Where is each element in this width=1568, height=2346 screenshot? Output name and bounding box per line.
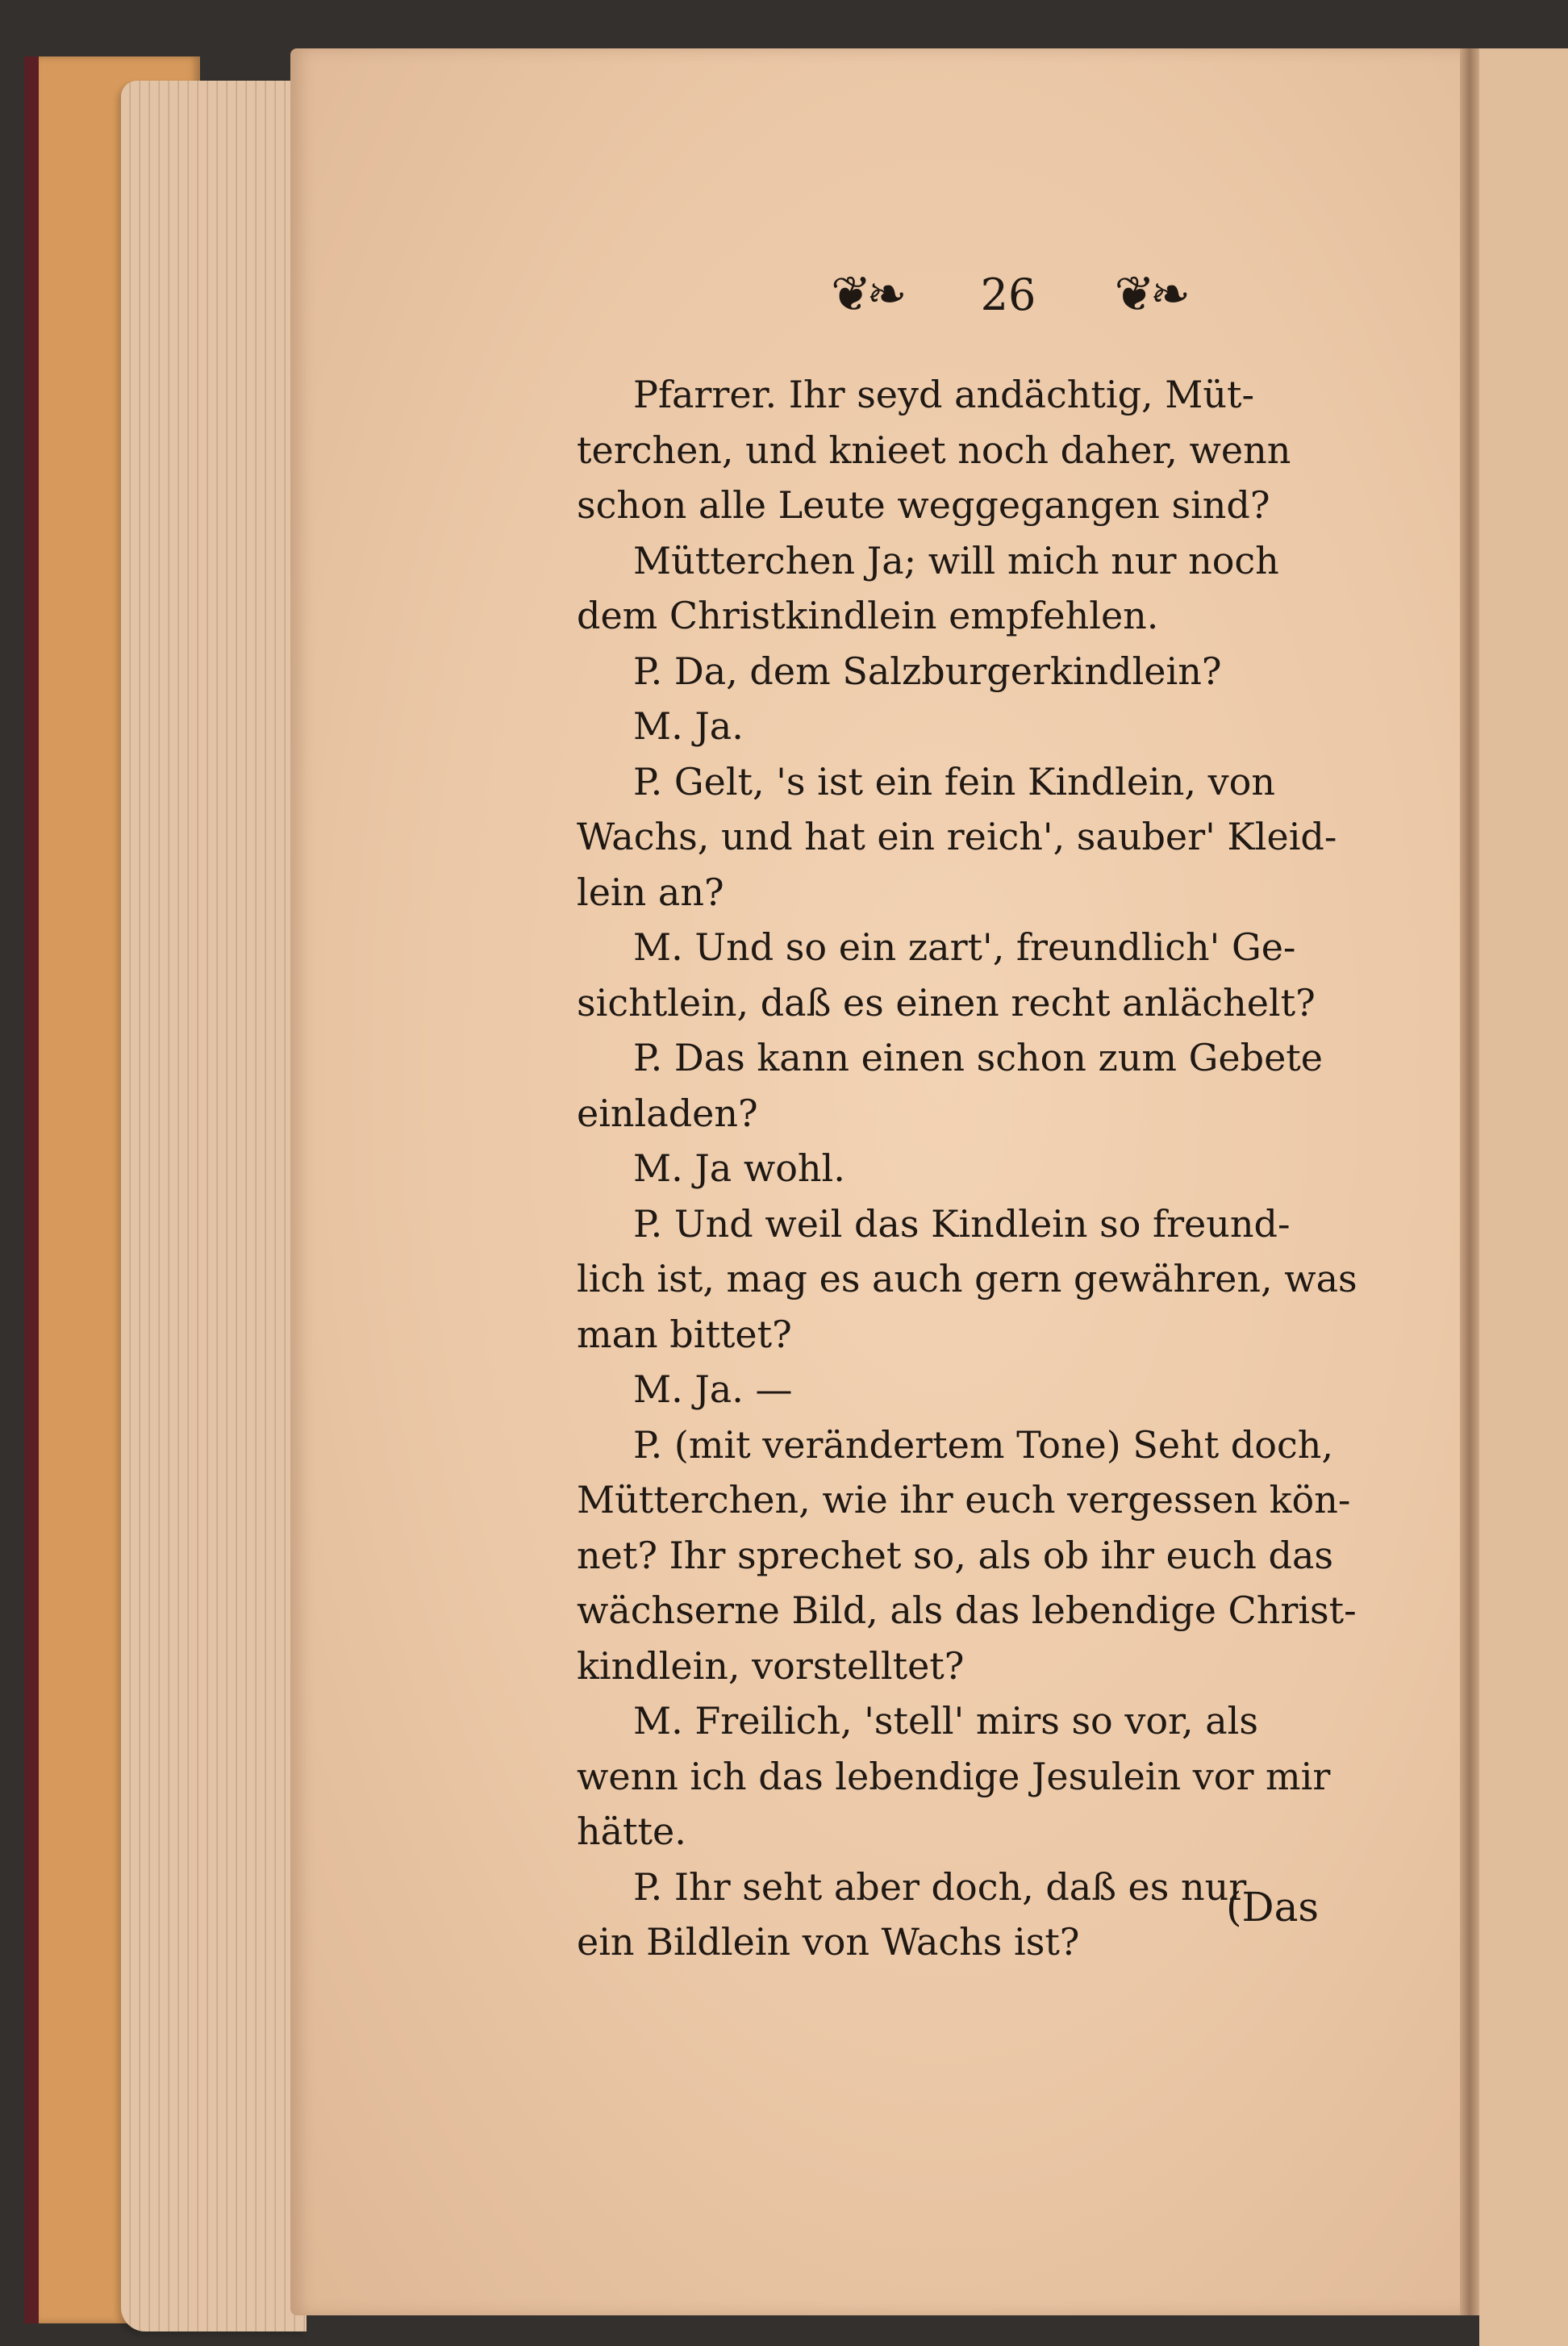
text-line: M. Ja. — — [633, 1367, 793, 1411]
text-line: kindlein, vorstelltet? — [577, 1643, 965, 1688]
text-line: Mütterchen, wie ihr euch vergessen kön- — [577, 1478, 1351, 1522]
text-line: lich ist, mag es auch gern gewähren, was — [577, 1257, 1357, 1300]
text-line: wenn ich das lebendige Jesulein vor mir — [577, 1754, 1331, 1798]
catchword: (Das — [1226, 1884, 1320, 1931]
text-line: net? Ihr sprechet so, als ob ihr euch das — [577, 1533, 1333, 1577]
text-line: hätte. — [577, 1810, 686, 1853]
text-line: terchen, und knieet noch daher, wenn — [577, 428, 1291, 472]
ornament-left-icon: ❦❧ — [831, 266, 903, 323]
text-line: P. Gelt, 's ist ein fein Kindlein, von — [633, 759, 1275, 804]
page-stack-edges — [121, 81, 307, 2331]
text-line: Mütterchen Ja; will mich nur noch — [633, 538, 1279, 582]
text-line: P. (mit verändertem Tone) Seht doch, — [633, 1422, 1333, 1467]
ornament-right-icon: ❦❧ — [1114, 266, 1186, 323]
page-text-block — [577, 367, 1407, 1970]
text-line: P. Das kann einen schon zum Gebete — [633, 1036, 1323, 1079]
text-line: lein an? — [577, 870, 724, 914]
book-gutter — [1460, 48, 1479, 2315]
text-line: dem Christkindlein empfehlen. — [577, 594, 1159, 637]
page-header — [831, 266, 1186, 323]
text-line: man bittet? — [577, 1312, 792, 1356]
text-line: ein Bildlein von Wachs ist? — [577, 1920, 1080, 1964]
text-line: schon alle Leute weggegangen sind? — [577, 483, 1270, 527]
text-line: sichtlein, daß es einen recht anlächelt? — [577, 980, 1316, 1025]
text-line: P. Ihr seht aber doch, daß es nur — [633, 1864, 1247, 1909]
text-line: Wachs, und hat ein reich', sauber' Kleid- — [577, 815, 1337, 858]
text-line: Pfarrer. Ihr seyd andächtig, Müt- — [633, 373, 1255, 416]
text-line: einladen? — [577, 1091, 758, 1135]
text-line: M. Ja. — [633, 704, 744, 748]
text-line: M. Und so ein zart', freundlich' Ge- — [633, 925, 1296, 969]
facing-page-edge — [1479, 48, 1568, 2346]
text-line: M. Freilich, 'stell' mirs so vor, als — [633, 1699, 1258, 1743]
text-line: M. Ja wohl. — [633, 1146, 845, 1190]
text-line: P. Und weil das Kindlein so freund- — [633, 1201, 1291, 1246]
text-line: P. Da, dem Salzburgerkindlein? — [633, 649, 1222, 693]
page-number: 26 — [980, 269, 1036, 320]
text-line: wächserne Bild, als das lebendige Christ- — [577, 1588, 1357, 1632]
